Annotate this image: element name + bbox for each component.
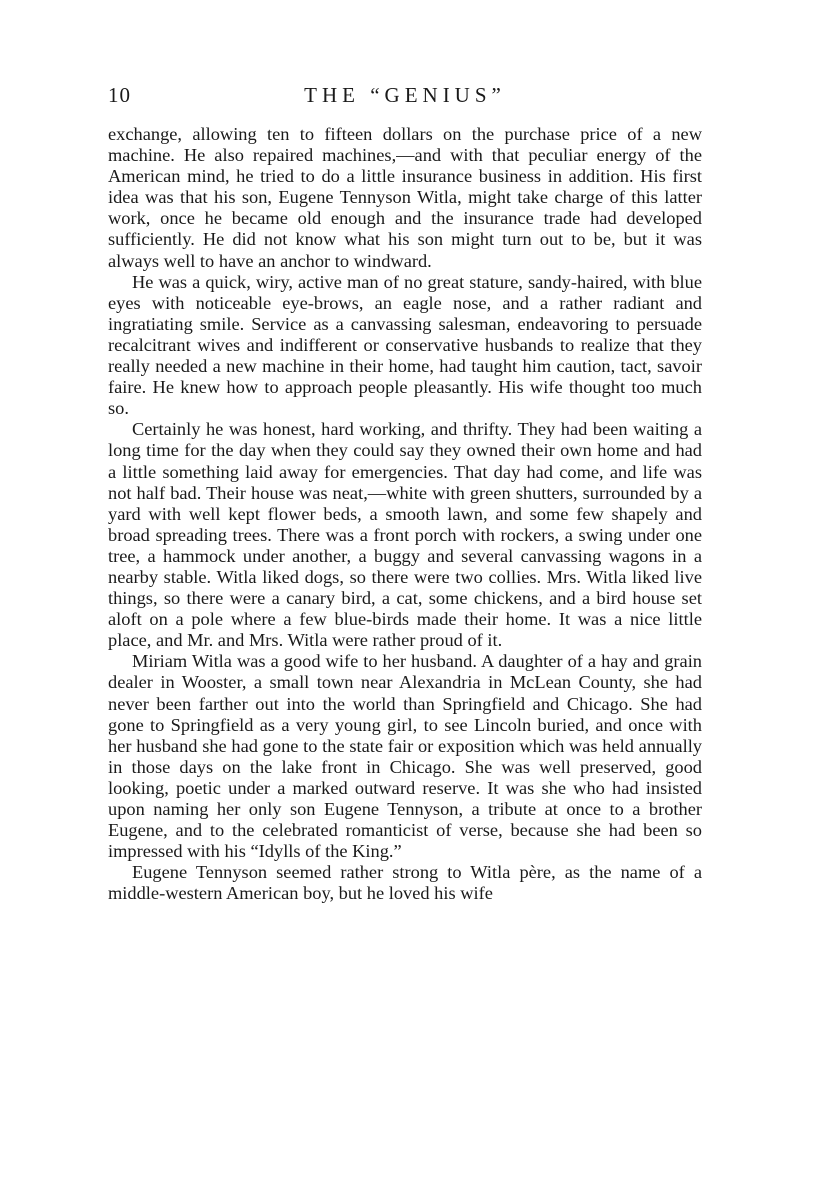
paragraph-4: Miriam Witla was a good wife to her husband. A daughter of a hay and grain dealer in Wooster, a small town near Alexandria in McLean County, she had never been farther out into the world than Springfield and Chicago. She had gone to Springfield as a very young girl, to see Lincoln buried, and once with her husband she had gone to the state fair or exposition which was held annually in those days on the lake front in Chicago. She was well preserved, good looking, poetic under a marked outward reserve. It was she who had insisted upon naming her only son Eugene Tennyson, a tribute at once to a brother Eugene, and to the celebrated romanticist of verse, because she had been so impressed with his “Idylls of the King.”: [108, 651, 702, 862]
paragraph-2: He was a quick, wiry, active man of no great stature, sandy-haired, with blue eyes with noticeable eye-brows, an eagle nose, and a rather radiant and ingratiating smile. Service as a canvassing salesman, endeavoring to persuade recalcitrant wives and indifferent or conservative husbands to realize that they really needed a new machine in their home, had taught him caution, tact, savoir faire. He knew how to approach people pleasantly. His wife thought too much so.: [108, 271, 702, 419]
running-title: THE “GENIUS”: [304, 83, 506, 107]
body-text: [108, 124, 702, 904]
paragraph-3: Certainly he was honest, hard working, and thrifty. They had been waiting a long time for the day when they could say they owned their own home and had a little something laid away for emergencies. That day had come, and life was not half bad. Their house was neat,—white with green shutters, surrounded by a yard with well kept flower beds, a smooth lawn, and some few shapely and broad spreading trees. There was a front porch with rockers, a swing under one tree, a hammock under another, a buggy and several canvassing wagons in a nearby stable. Witla liked dogs, so there were two collies. Mrs. Witla liked live things, so there were a canary bird, a cat, some chickens, and a bird house set aloft on a pole where a few blue-birds made their home. It was a nice little place, and Mr. and Mrs. Witla were rather proud of it.: [108, 419, 702, 651]
paragraph-1: exchange, allowing ten to fifteen dollars on the purchase price of a new machine. He also repaired machines,—and with that peculiar energy of the American mind, he tried to do a little insurance business in addition. His first idea was that his son, Eugene Tennyson Witla, might take charge of this latter work, once he became old enough and the insurance trade had developed sufficiently. He did not know what his son might turn out to be, but it was always well to have an anchor to windward.: [108, 124, 702, 271]
book-page: [108, 78, 702, 904]
running-head: [108, 78, 702, 112]
page-number: 10: [108, 83, 131, 107]
paragraph-5: Eugene Tennyson seemed rather strong to Witla père, as the name of a middle-western American boy, but he loved his wife: [108, 862, 702, 904]
